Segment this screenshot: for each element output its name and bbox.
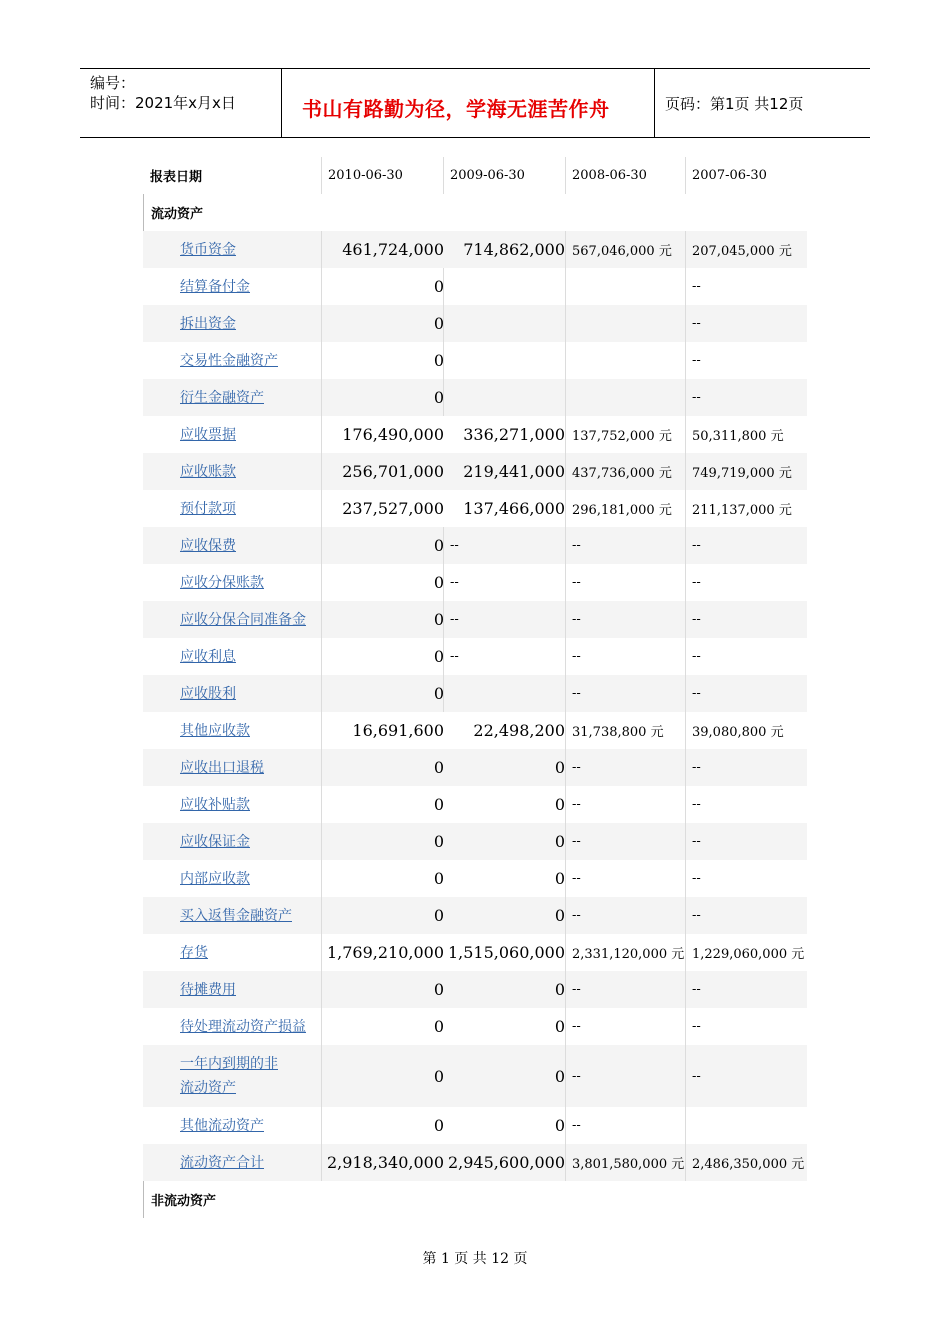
- value-2009: 1,515,060,000: [447, 943, 565, 962]
- value-2009: 0: [554, 758, 565, 777]
- row-label-cell: [143, 786, 321, 823]
- value-2008: --: [565, 823, 685, 860]
- value-2009: 714,862,000: [463, 240, 565, 259]
- row-label-cell: [143, 342, 321, 379]
- value-2007: --: [685, 823, 807, 860]
- value-2010: 16,691,600: [321, 712, 444, 749]
- value-2009: --: [443, 638, 565, 675]
- value-2010: 256,701,000: [321, 453, 444, 490]
- row-label-link[interactable]: 存货: [180, 944, 208, 961]
- row-label-link[interactable]: 衍生金融资产: [180, 389, 264, 406]
- value-2008: 137,752,000 元: [565, 416, 685, 453]
- value-2010: 0: [321, 860, 444, 897]
- row-label-cell: [143, 1045, 321, 1107]
- value-2007: 749,719,000 元: [685, 453, 807, 490]
- table-row: [143, 490, 807, 527]
- row-label-link[interactable]: 内部应收款: [180, 870, 250, 887]
- row-label-link[interactable]: 应收账款: [180, 463, 236, 480]
- value-2008: --: [565, 1008, 685, 1045]
- date-2009: 2009-06-30: [443, 157, 565, 194]
- value-2009: 0: [554, 832, 565, 851]
- value-2009: 0: [554, 1066, 565, 1086]
- table-row: [143, 1107, 807, 1144]
- value-2007: 50,311,800 元: [685, 416, 807, 453]
- value-2008: --: [565, 601, 685, 638]
- value-2007: --: [685, 675, 807, 712]
- value-2007: 211,137,000 元: [685, 490, 807, 527]
- row-label-link[interactable]: 其他应收款: [180, 722, 250, 739]
- value-2009: 0: [554, 1116, 565, 1135]
- value-2008: 3,801,580,000 元: [565, 1144, 685, 1181]
- value-2010: 0: [321, 1008, 444, 1045]
- header-meta: [80, 69, 282, 137]
- section-current-assets: [143, 194, 807, 231]
- value-2010: 0: [321, 1045, 444, 1107]
- section-label: 流动资产: [151, 207, 204, 222]
- table-body: [143, 231, 807, 1181]
- value-2009: 0: [554, 1017, 565, 1036]
- value-2008: 31,738,800 元: [565, 712, 685, 749]
- value-2010: 237,527,000: [321, 490, 444, 527]
- value-2010: 0: [321, 897, 444, 934]
- value-2008: 567,046,000 元: [565, 231, 685, 268]
- row-label-cell: [143, 564, 321, 601]
- value-2008: --: [565, 527, 685, 564]
- row-label-cell: [143, 1144, 321, 1181]
- value-2010: 0: [321, 564, 444, 601]
- row-label-link[interactable]: 拆出资金: [180, 315, 236, 332]
- value-2008: --: [565, 1107, 685, 1144]
- row-label-link[interactable]: 应收利息: [180, 648, 236, 665]
- row-label-link[interactable]: 结算备付金: [180, 278, 250, 295]
- value-2007: --: [685, 971, 807, 1008]
- row-label-link[interactable]: 应收出口退税: [180, 759, 264, 776]
- value-2010: 176,490,000: [321, 416, 444, 453]
- row-label-cell: [143, 1008, 321, 1045]
- value-2009: --: [443, 601, 565, 638]
- row-label-cell: [143, 971, 321, 1008]
- row-label-cell: [143, 231, 321, 268]
- value-2007: 207,045,000 元: [685, 231, 807, 268]
- value-2010: 0: [321, 971, 444, 1008]
- value-2008: --: [565, 897, 685, 934]
- row-label-cell: [143, 490, 321, 527]
- value-2009: 219,441,000: [463, 462, 565, 481]
- table-row: [143, 231, 807, 268]
- value-2007: --: [685, 342, 807, 379]
- value-2009: 0: [554, 869, 565, 888]
- row-label-link[interactable]: 其他流动资产: [180, 1117, 264, 1134]
- document-header: [80, 68, 870, 138]
- header-motto-cell: [282, 69, 655, 137]
- value-2009: 336,271,000: [463, 425, 565, 444]
- number-label: 编号：: [90, 74, 136, 92]
- row-label-link[interactable]: 待处理流动资产损益: [180, 1018, 306, 1035]
- table-row: [143, 1008, 807, 1045]
- value-2007: 1,229,060,000 元: [685, 934, 807, 971]
- row-label-cell: [143, 897, 321, 934]
- value-2010: 0: [321, 823, 444, 860]
- value-2008: --: [565, 860, 685, 897]
- value-2007: --: [685, 1045, 807, 1107]
- value-2009: [443, 379, 565, 416]
- date-label: 报表日期: [150, 170, 203, 185]
- value-2009: 22,498,200: [473, 721, 565, 740]
- table-row: [143, 268, 807, 305]
- row-label-link[interactable]: 预付款项: [180, 500, 236, 517]
- header-page-cell: [655, 69, 870, 137]
- row-label-link[interactable]: 应收分保合同准备金: [180, 611, 306, 628]
- table-row: [143, 712, 807, 749]
- table-row: [143, 786, 807, 823]
- value-2008: [565, 305, 685, 342]
- value-2010: 0: [321, 305, 444, 342]
- value-2010: 0: [321, 749, 444, 786]
- row-label-link[interactable]: 应收股利: [180, 685, 236, 702]
- value-2008: --: [565, 749, 685, 786]
- table-row: [143, 1045, 807, 1107]
- table-row: [143, 823, 807, 860]
- time-label: 时间：2021年x月x日: [90, 94, 236, 112]
- row-label-cell: [143, 305, 321, 342]
- row-label-link[interactable]: 一年内到期的非流动资产: [180, 1056, 278, 1096]
- row-label-cell: [143, 527, 321, 564]
- value-2008: --: [565, 675, 685, 712]
- value-2008: [565, 342, 685, 379]
- value-2007: --: [685, 638, 807, 675]
- row-label-cell: [143, 675, 321, 712]
- table-row: [143, 1144, 807, 1181]
- value-2008: --: [565, 564, 685, 601]
- value-2008: 437,736,000 元: [565, 453, 685, 490]
- table-row: [143, 934, 807, 971]
- value-2007: --: [685, 860, 807, 897]
- value-2010: 2,918,340,000: [321, 1144, 444, 1181]
- value-2007: --: [685, 1008, 807, 1045]
- value-2008: [565, 268, 685, 305]
- value-2010: 0: [321, 786, 444, 823]
- date-2007: 2007-06-30: [685, 157, 807, 194]
- table-row: [143, 971, 807, 1008]
- table-row: [143, 342, 807, 379]
- value-2008: [565, 379, 685, 416]
- value-2007: --: [685, 527, 807, 564]
- table-row: [143, 638, 807, 675]
- table-row: [143, 601, 807, 638]
- value-2010: 0: [321, 1107, 444, 1144]
- section-label: 非流动资产: [151, 1194, 217, 1209]
- value-2009: --: [443, 527, 565, 564]
- table-row: [143, 897, 807, 934]
- row-label-cell: [143, 823, 321, 860]
- value-2007: --: [685, 786, 807, 823]
- page-footer: 第 1 页 共 12 页: [422, 1251, 528, 1267]
- value-2009: 0: [554, 980, 565, 999]
- table-row: [143, 379, 807, 416]
- value-2007: --: [685, 897, 807, 934]
- value-2007: --: [685, 379, 807, 416]
- value-2008: 296,181,000 元: [565, 490, 685, 527]
- row-label-link[interactable]: 流动资产合计: [180, 1154, 264, 1171]
- balance-sheet-table: [143, 157, 807, 1218]
- value-2007: --: [685, 601, 807, 638]
- value-2009: --: [443, 564, 565, 601]
- row-label-cell: [143, 601, 321, 638]
- value-2010: 0: [321, 527, 444, 564]
- value-2009: [443, 268, 565, 305]
- row-label-cell: [143, 712, 321, 749]
- value-2009: [443, 675, 565, 712]
- row-label-link[interactable]: 应收票据: [180, 426, 236, 443]
- table-row: [143, 675, 807, 712]
- row-label-link[interactable]: 应收保证金: [180, 833, 250, 850]
- value-2007: --: [685, 305, 807, 342]
- row-label-link[interactable]: 应收补贴款: [180, 796, 250, 813]
- row-label-cell: [143, 1107, 321, 1144]
- table-row: [143, 860, 807, 897]
- value-2009: 137,466,000: [463, 499, 565, 518]
- value-2007: 39,080,800 元: [685, 712, 807, 749]
- value-2009: 0: [554, 795, 565, 814]
- value-2009: [443, 305, 565, 342]
- value-2007: 2,486,350,000 元: [685, 1144, 807, 1181]
- table-row: [143, 416, 807, 453]
- value-2008: --: [565, 971, 685, 1008]
- value-2010: 0: [321, 268, 444, 305]
- row-label-link[interactable]: 交易性金融资产: [180, 352, 278, 369]
- value-2007: --: [685, 749, 807, 786]
- section-noncurrent-assets: [143, 1181, 807, 1218]
- row-label-cell: [143, 749, 321, 786]
- row-label-cell: [143, 268, 321, 305]
- value-2009: [443, 342, 565, 379]
- row-label-cell: [143, 416, 321, 453]
- row-label-link[interactable]: 买入返售金融资产: [180, 907, 292, 924]
- value-2010: 0: [321, 638, 444, 675]
- value-2008: --: [565, 638, 685, 675]
- value-2009: 0: [554, 906, 565, 925]
- value-2008: 2,331,120,000 元: [565, 934, 685, 971]
- table-header-row: [143, 157, 807, 194]
- row-label-cell: [143, 860, 321, 897]
- value-2007: --: [685, 268, 807, 305]
- value-2010: 1,769,210,000: [321, 934, 444, 971]
- value-2010: 0: [321, 675, 444, 712]
- row-label-cell: [143, 934, 321, 971]
- value-2008: --: [565, 786, 685, 823]
- value-2010: 0: [321, 342, 444, 379]
- date-2008: 2008-06-30: [565, 157, 685, 194]
- table-row: [143, 749, 807, 786]
- row-label-link[interactable]: 待摊费用: [180, 981, 236, 998]
- date-2010: 2010-06-30: [321, 157, 443, 194]
- row-label-cell: [143, 453, 321, 490]
- table-row: [143, 453, 807, 490]
- table-row: [143, 305, 807, 342]
- table-row: [143, 527, 807, 564]
- value-2008: --: [565, 1045, 685, 1107]
- row-label-link[interactable]: 货币资金: [180, 241, 236, 258]
- row-label-cell: [143, 379, 321, 416]
- value-2010: 0: [321, 379, 444, 416]
- value-2009: 2,945,600,000: [447, 1153, 565, 1172]
- value-2010: 461,724,000: [321, 231, 444, 268]
- row-label-cell: [143, 638, 321, 675]
- row-label-link[interactable]: 应收保费: [180, 537, 236, 554]
- row-label-link[interactable]: 应收分保账款: [180, 574, 264, 591]
- value-2010: 0: [321, 601, 444, 638]
- value-2007: --: [685, 564, 807, 601]
- table-row: [143, 564, 807, 601]
- value-2007: [685, 1107, 807, 1144]
- page-info: 页码：第1页 共12页: [665, 95, 804, 113]
- motto: 书山有路勤为径，学海无涯苦作舟: [302, 97, 610, 121]
